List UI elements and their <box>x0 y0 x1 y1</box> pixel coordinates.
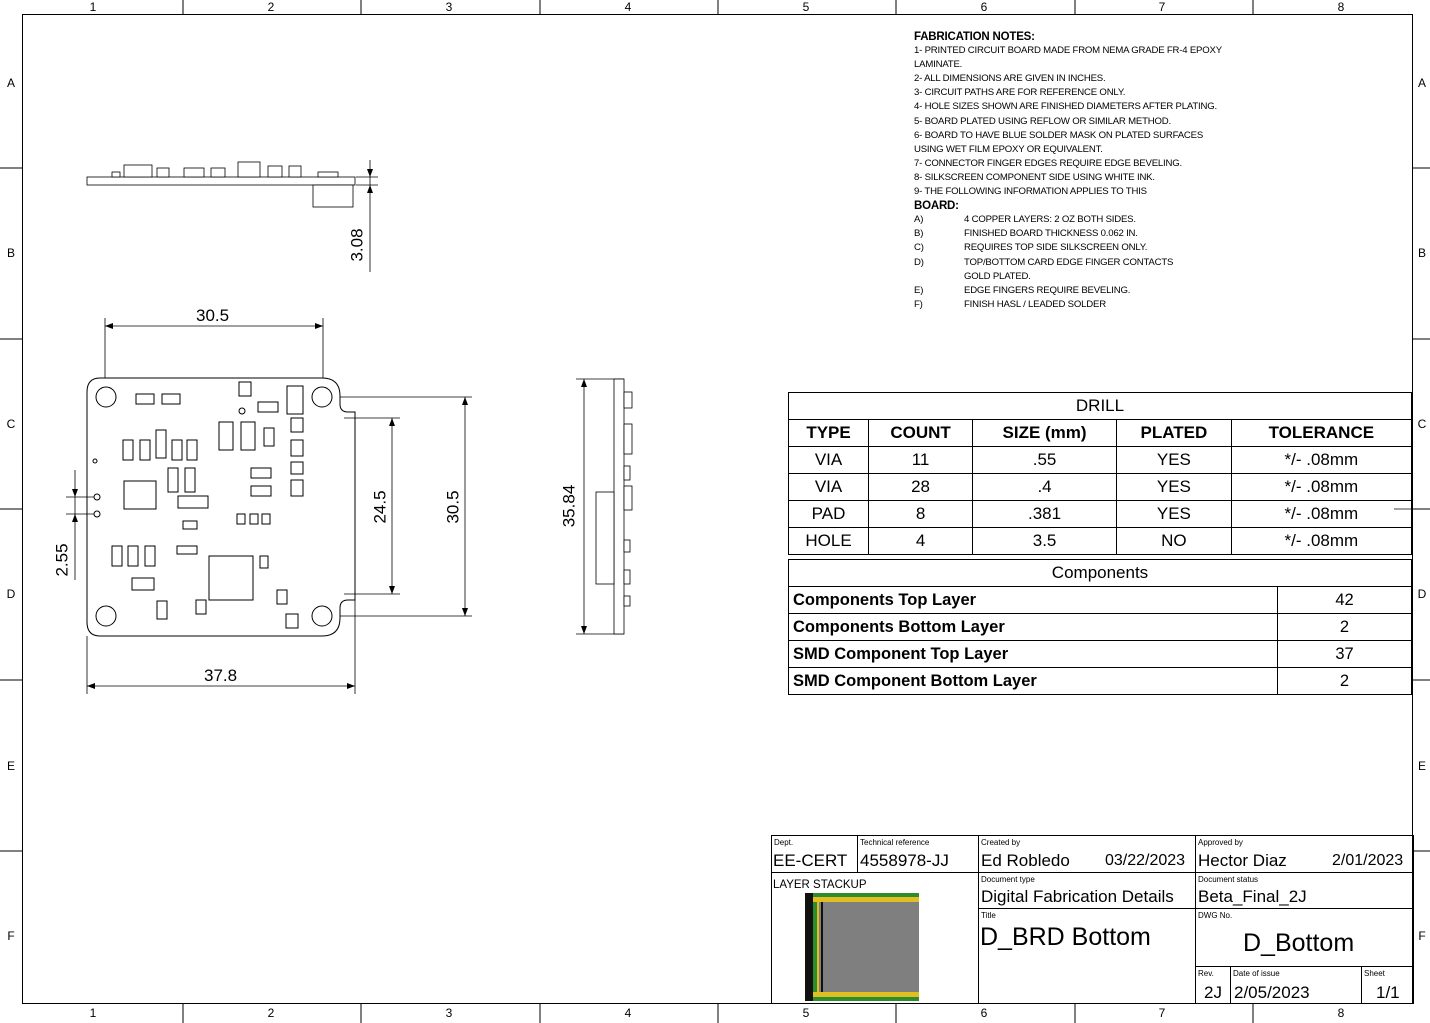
drill-header: TOLERANCE <box>1231 420 1411 447</box>
fabrication-notes <box>914 30 1274 312</box>
issue-label: Date of issue <box>1233 969 1280 978</box>
stackup-label: LAYER STACKUP <box>773 879 867 891</box>
note-line: USING WET FILM EPOXY OR EQUIVALENT. <box>914 143 1103 155</box>
rev-value: 2J <box>1204 983 1222 1002</box>
zone-row-a: A <box>6 76 15 90</box>
board-note <box>914 256 1274 270</box>
board-note-label: C) <box>914 242 924 254</box>
table-row <box>789 614 1412 641</box>
zone-col-8: 8 <box>1337 0 1345 14</box>
issue-cell <box>1230 966 1362 1004</box>
sheet-value: 1/1 <box>1376 983 1400 1002</box>
component-count: 2 <box>1278 668 1412 695</box>
board-note <box>914 227 1274 241</box>
board-note-label <box>914 270 964 284</box>
zone-col-2: 2 <box>267 0 275 14</box>
zone-col-6-bottom: 6 <box>980 1006 988 1020</box>
drill-cell: 11 <box>869 447 973 474</box>
stackup-image <box>805 893 919 1001</box>
drill-header: TYPE <box>789 420 869 447</box>
board-note-text: GOLD PLATED. <box>964 270 1031 282</box>
drill-cell: 3.5 <box>973 528 1117 555</box>
table-row <box>789 501 1412 528</box>
table-row <box>789 668 1412 695</box>
rev-label: Rev. <box>1198 969 1214 978</box>
table-row <box>789 447 1412 474</box>
side-view-right <box>596 379 632 634</box>
board-note <box>914 270 1274 284</box>
component-name: SMD Component Top Layer <box>789 641 1278 668</box>
drill-cell: 28 <box>869 474 973 501</box>
zone-row-f-right: F <box>1418 929 1426 943</box>
zone-col-5-bottom: 5 <box>802 1006 810 1020</box>
created-cell <box>978 835 1196 873</box>
drill-cell: VIA <box>789 474 869 501</box>
drill-cell: .4 <box>973 474 1117 501</box>
status-value: Beta_Final_2J <box>1198 887 1307 906</box>
zone-row-e: E <box>6 759 15 773</box>
techref-cell <box>857 835 979 873</box>
zone-col-1-bottom: 1 <box>89 1006 97 1020</box>
approved-label: Approved by <box>1198 838 1243 847</box>
dim-side-length: 35.84 <box>559 484 579 528</box>
component-name: SMD Component Bottom Layer <box>789 668 1278 695</box>
dim-outer-height: 30.5 <box>443 490 463 524</box>
status-cell <box>1195 872 1414 909</box>
drill-cell: YES <box>1117 501 1232 528</box>
component-name: Components Top Layer <box>789 587 1278 614</box>
zone-row-f: F <box>7 929 15 943</box>
dept-label: Dept. <box>774 838 794 847</box>
drill-cell: YES <box>1117 474 1232 501</box>
zone-row-a-right: A <box>1417 76 1426 90</box>
component-count: 37 <box>1278 641 1412 668</box>
zone-col-2-bottom: 2 <box>267 1006 275 1020</box>
drill-header-row <box>789 420 1412 447</box>
zone-row-b-right: B <box>1417 246 1426 260</box>
dwg-cell <box>1195 908 1414 967</box>
drill-cell: 8 <box>869 501 973 528</box>
rev-cell <box>1195 966 1231 1004</box>
note-line: 3- CIRCUIT PATHS ARE FOR REFERENCE ONLY. <box>914 87 1126 99</box>
dim-board-width: 37.8 <box>204 666 238 685</box>
board-notes-title: BOARD: <box>914 200 959 213</box>
board-note-label: B) <box>914 228 924 240</box>
dwg-label: DWG No. <box>1198 911 1233 920</box>
table-row <box>789 587 1412 614</box>
title-value: D_BRD Bottom <box>980 923 1151 951</box>
sheet-label: Sheet <box>1364 969 1385 978</box>
side-view-top <box>87 162 355 207</box>
note-line: 7- CONNECTOR FINGER EDGES REQUIRE EDGE BEVELING. <box>914 157 1182 169</box>
note-line: 1- PRINTED CIRCUIT BOARD MADE FROM NEMA GRADE FR-4 EPOXY <box>914 45 1222 57</box>
sheet-cell <box>1361 966 1414 1004</box>
note-line: LAMINATE. <box>914 59 963 71</box>
techref-label: Technical reference <box>860 838 930 847</box>
dim-top-width: 30.5 <box>196 306 230 325</box>
note-line: 8- SILKSCREEN COMPONENT SIDE USING WHITE INK. <box>914 171 1155 183</box>
drill-cell: */- .08mm <box>1231 447 1411 474</box>
table-row <box>789 474 1412 501</box>
status-label: Document status <box>1198 875 1259 884</box>
zone-col-3-bottom: 3 <box>445 1006 453 1020</box>
component-count: 42 <box>1278 587 1412 614</box>
approved-by: Hector Diaz <box>1198 851 1287 870</box>
note-line: 9- THE FOLLOWING INFORMATION APPLIES TO THIS <box>914 186 1147 198</box>
table-row <box>789 528 1412 555</box>
doctype-cell <box>978 872 1196 909</box>
component-name: Components Bottom Layer <box>789 614 1278 641</box>
note-line: 2- ALL DIMENSIONS ARE GIVEN IN INCHES. <box>914 73 1106 85</box>
zone-col-4-bottom: 4 <box>624 1006 632 1020</box>
component-count: 2 <box>1278 614 1412 641</box>
board-note-text: FINISH HASL / LEADED SOLDER <box>964 298 1106 310</box>
drill-header: COUNT <box>869 420 973 447</box>
drill-header: SIZE (mm) <box>973 420 1117 447</box>
zone-row-c-right: C <box>1417 417 1427 431</box>
approved-cell <box>1195 835 1414 873</box>
drill-cell: */- .08mm <box>1231 501 1411 528</box>
zone-row-e-right: E <box>1417 759 1426 773</box>
board-note <box>914 284 1274 298</box>
zone-row-d: D <box>6 587 16 601</box>
board-note-text: EDGE FINGERS REQUIRE BEVELING. <box>964 284 1131 296</box>
components-caption: Components <box>789 560 1412 587</box>
zone-col-7-bottom: 7 <box>1158 1006 1166 1020</box>
drill-table <box>788 392 1412 555</box>
board-bottom-view <box>87 378 355 636</box>
dim-inner-height: 24.5 <box>370 490 390 524</box>
drill-cell: */- .08mm <box>1231 528 1411 555</box>
zone-col-1: 1 <box>89 0 97 14</box>
title-cell <box>978 908 1196 1004</box>
issue-date: 2/05/2023 <box>1234 983 1310 1002</box>
created-label: Created by <box>981 838 1021 847</box>
board-note-label: E) <box>914 284 924 296</box>
table-row <box>789 641 1412 668</box>
zone-row-d-right: D <box>1417 587 1427 601</box>
drill-cell: NO <box>1117 528 1232 555</box>
dept-cell <box>771 835 858 873</box>
board-note <box>914 213 1274 227</box>
components-table <box>788 559 1412 695</box>
board-note <box>914 298 1274 312</box>
dwg-value: D_Bottom <box>1243 929 1355 957</box>
drill-caption: DRILL <box>789 393 1412 420</box>
drill-cell: HOLE <box>789 528 869 555</box>
created-date: 03/22/2023 <box>1105 852 1186 869</box>
notes-title: FABRICATION NOTES: <box>914 31 1035 43</box>
note-line: 4- HOLE SIZES SHOWN ARE FINISHED DIAMETERS AFTER PLATING. <box>914 101 1217 113</box>
zone-row-c: C <box>6 417 16 431</box>
drill-cell: VIA <box>789 447 869 474</box>
zone-col-5: 5 <box>802 0 810 14</box>
drill-cell: 4 <box>869 528 973 555</box>
board-note-text: TOP/BOTTOM CARD EDGE FINGER CONTACTS <box>964 256 1174 268</box>
doctype-label: Document type <box>981 875 1035 884</box>
zone-col-7: 7 <box>1158 0 1166 14</box>
board-note-label: D) <box>914 256 924 268</box>
zone-col-4: 4 <box>624 0 632 14</box>
zone-col-3: 3 <box>445 0 453 14</box>
board-note-label: A) <box>914 214 924 226</box>
dept-value: EE-CERT <box>773 851 848 870</box>
board-note-text: 4 COPPER LAYERS: 2 OZ BOTH SIDES. <box>964 214 1136 226</box>
zone-row-b: B <box>6 246 15 260</box>
drill-cell: .381 <box>973 501 1117 528</box>
drill-cell: PAD <box>789 501 869 528</box>
drill-header: PLATED <box>1117 420 1232 447</box>
board-note-label: F) <box>914 298 923 310</box>
doctype-value: Digital Fabrication Details <box>981 887 1174 906</box>
board-note-text: FINISHED BOARD THICKNESS 0.062 IN. <box>964 228 1138 240</box>
note-line: 5- BOARD PLATED USING REFLOW OR SIMILAR METHOD. <box>914 115 1171 127</box>
drill-cell: */- .08mm <box>1231 474 1411 501</box>
zone-col-6: 6 <box>980 0 988 14</box>
techref-value: 4558978-JJ <box>860 851 949 870</box>
drill-cell: YES <box>1117 447 1232 474</box>
approved-date: 2/01/2023 <box>1332 852 1404 869</box>
dim-connector-offset: 2.55 <box>52 543 72 577</box>
stackup-cell <box>771 872 979 1004</box>
drill-cell: .55 <box>973 447 1117 474</box>
board-note-text: REQUIRES TOP SIDE SILKSCREEN ONLY. <box>964 242 1148 254</box>
note-line: 6- BOARD TO HAVE BLUE SOLDER MASK ON PLATED SURFACES <box>914 129 1204 141</box>
created-by: Ed Robledo <box>981 851 1070 870</box>
title-label: Title <box>981 911 996 920</box>
dim-side-height: 3.08 <box>347 228 367 262</box>
zone-col-8-bottom: 8 <box>1337 1006 1345 1020</box>
board-note <box>914 241 1274 255</box>
